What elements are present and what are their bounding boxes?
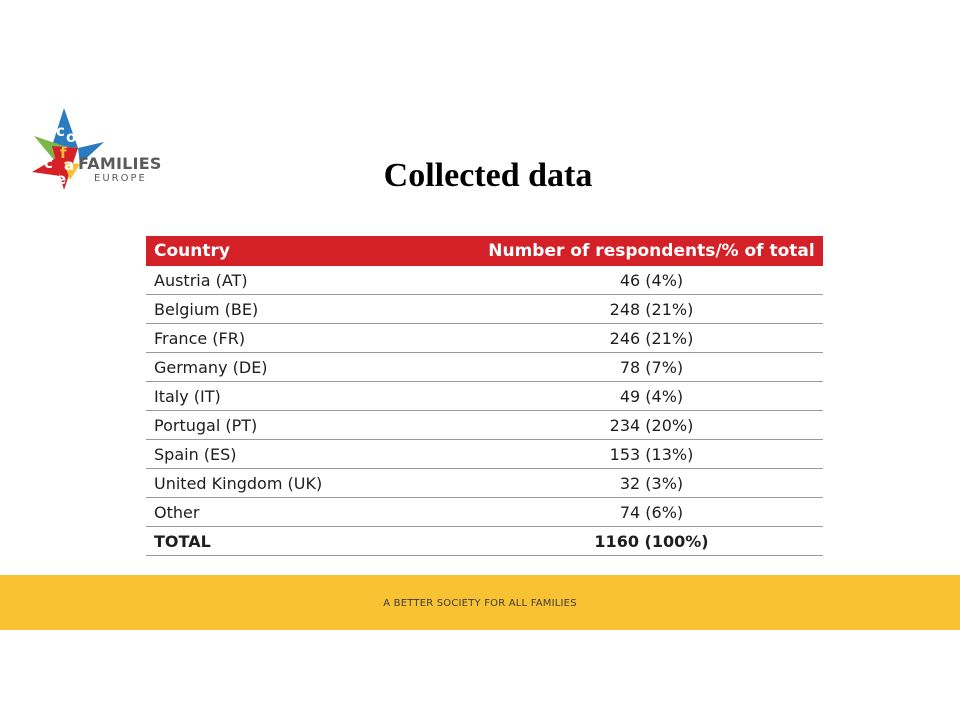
country-cell: Other [146,498,480,527]
footer-tagline: A BETTER SOCIETY FOR ALL FAMILIES [383,598,577,609]
logo-letter: f [60,144,67,162]
table-row [146,440,823,469]
logo-letter: o [66,128,77,146]
table-row [146,498,823,527]
country-cell: Belgium (BE) [146,295,480,324]
table-row [146,353,823,382]
table-row [146,295,823,324]
country-cell: Spain (ES) [146,440,480,469]
logo-sub-text: EUROPE [94,173,147,184]
respondents-cell: 248 (21%) [480,295,823,324]
table-total-row [146,527,823,556]
coface-logo [30,106,170,196]
table-row [146,469,823,498]
header-respondents: Number of respondents/% of total [480,236,823,266]
header-country: Country [146,236,480,266]
country-cell: France (FR) [146,324,480,353]
table-row [146,266,823,295]
respondents-cell: 46 (4%) [480,266,823,295]
logo-brand-text: FAMILIES [78,154,162,173]
respondents-cell: 246 (21%) [480,324,823,353]
table-row [146,382,823,411]
table-header-row [146,236,823,266]
respondents-table [146,236,823,556]
respondents-cell: 32 (3%) [480,469,823,498]
table-row [146,324,823,353]
respondents-cell: 49 (4%) [480,382,823,411]
respondents-cell: 153 (13%) [480,440,823,469]
respondents-cell: 78 (7%) [480,353,823,382]
country-cell: Portugal (PT) [146,411,480,440]
logo-letter: c [56,122,65,140]
country-cell: United Kingdom (UK) [146,469,480,498]
logo-letter: c [44,154,53,172]
respondents-cell: 74 (6%) [480,498,823,527]
slide-title: Collected data [383,157,593,194]
country-cell: Italy (IT) [146,382,480,411]
total-label: TOTAL [146,527,480,556]
logo-letter: e [56,170,67,188]
total-value: 1160 (100%) [480,527,823,556]
footer-band [0,575,960,630]
respondents-cell: 234 (20%) [480,411,823,440]
country-cell: Austria (AT) [146,266,480,295]
country-cell: Germany (DE) [146,353,480,382]
logo-letter: a [64,156,75,174]
table-row [146,411,823,440]
